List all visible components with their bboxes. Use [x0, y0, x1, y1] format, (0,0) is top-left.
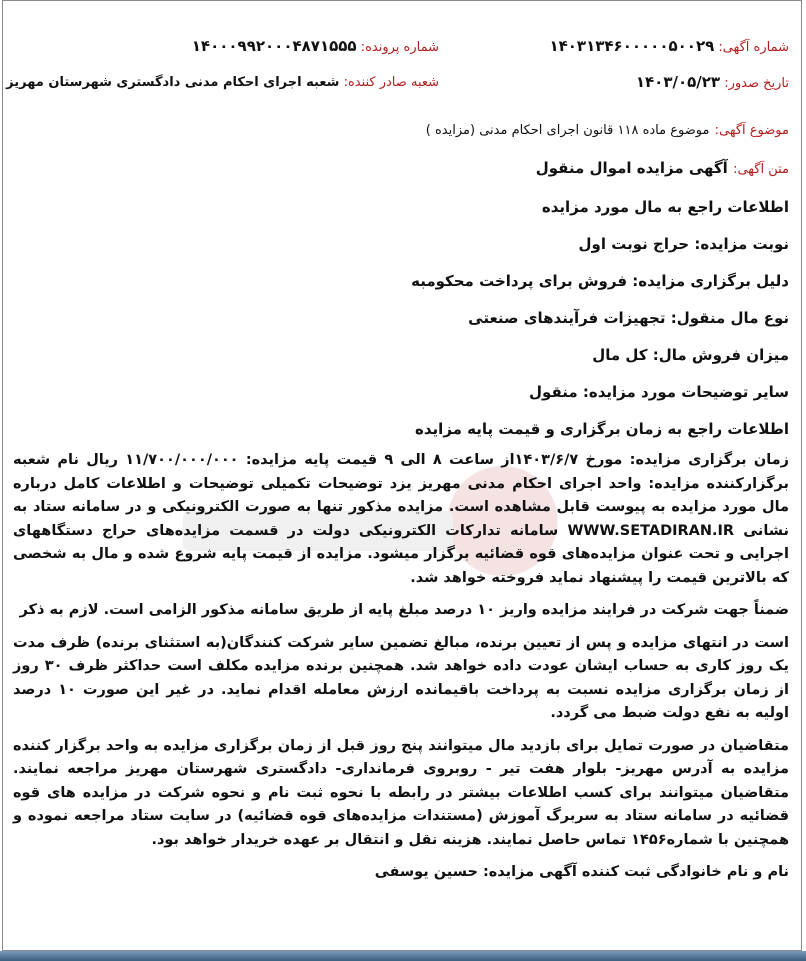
info-line: اطلاعات راجع به زمان برگزاری و قیمت پایه مزایده	[415, 420, 789, 438]
case-number-label: شماره پرونده:	[360, 40, 439, 55]
auction-time-paragraph	[13, 449, 789, 590]
notice-frame	[2, 0, 802, 951]
issuer-label: شعبه صادر کننده:	[343, 75, 439, 90]
refund-paragraph: است در انتهای مزایده و پس از تعیین برنده، مبالغ تضمین سایر شرکت کنندگان(به استثنای برنده) ظرف مدت یک روز کاری به حساب ایشان عودت داده خواهد شد. همچنین برنده مزایده مکلف است حداکثر ظرف ۳۰ روز از زمان برگزاری مزایده نسبت به پرداخت باقیمانده ارزش معامله اقدام نماید. در غیر این صورت ۱۰ درصد اولیه به نفع دولت ضبط می گردد.	[13, 634, 789, 721]
auction-platform-text: سامانه تدارکات الکترونیکی دولت در قسمت مزایده‌های حراج دستگاههای اجرایی و تحت عنوان مزایده‌های قوه قضائیه برگزار میشود. مزایده از قیمت پایه شروع شده و مال به شخصی که بالاترین قیمت را پیشنهاد نماید فروخته خواهد شد.	[13, 522, 789, 586]
issuer-value: شعبه اجرای احکام مدنی دادگستری شهرستان مهریز	[6, 75, 340, 90]
bottom-bar	[0, 951, 806, 961]
issuer-field	[6, 75, 439, 90]
ad-number-field	[549, 37, 789, 55]
text-title: آگهی مزایده اموال منقول	[535, 159, 728, 177]
issue-date-value: ۱۴۰۳/۰۵/۲۳	[635, 73, 721, 91]
issue-date-label: تاریخ صدور:	[724, 76, 789, 91]
registrar-line: نام و نام خانوادگی ثبت کننده آگهی مزایده: حسین یوسفی	[374, 864, 789, 880]
info-line: میزان فروش مال: کل مال	[592, 346, 789, 364]
case-number-value: ۱۴۰۰۰۹۹۲۰۰۰۴۸۷۱۵۵۵	[191, 37, 357, 55]
text-title-row	[13, 158, 789, 180]
info-line: نوبت مزایده: حراج نوبت اول	[578, 235, 789, 253]
visit-paragraph: متقاضیان در صورت تمایل برای بازدید مال میتوانند پنج روز قبل از زمان برگزاری مزایده به واحد برگزار کننده مزایده به آدرس مهریز- بلوار هفت تیر - روبروی فرمانداری- دادگستری شهرستان مهریز مراجعه نمایند. متقاضیان میتوانند برای کسب اطلاعات بیشتر در رابطه با نحوه ثبت نام و نحوه شرکت در مزایده های قوه قضائیه در سامانه ستاد به سربرگ آموزش (مستندات مزایده‌های قوه قضائیه) در سایت ستاد مراجعه نموده و همچنین با شماره۱۴۵۶ تماس حاصل نمایند. هزینه نقل و انتقال بر عهده خریدار خواهد بود.	[13, 737, 789, 848]
subject-row	[13, 119, 789, 141]
ad-number-label: شماره آگهی:	[718, 40, 789, 55]
issue-date-field	[636, 73, 789, 91]
notice-body	[13, 119, 789, 894]
case-number-field	[192, 37, 439, 55]
info-line: نوع مال منقول: تجهیزات فرآیندهای صنعتی	[468, 309, 789, 327]
info-line: اطلاعات راجع به مال مورد مزایده	[541, 198, 789, 216]
text-label: متن آگهی:	[733, 162, 789, 177]
info-line: دلیل برگزاری مزایده: فروش برای پرداخت محکومبه	[411, 272, 789, 290]
info-line: سایر توضیحات مورد مزایده: منقول	[529, 383, 789, 401]
auction-time-text: زمان برگزاری مزایده: مورخ ۱۴۰۳/۶/۷از ساعت ۸ الی ۹ قیمت پایه مزایده: ۱۱/۷۰۰/۰۰۰/۰۰۰ ریال نام شعبه برگزارکننده مزایده: واحد اجرای احکام مدنی مهریز یزد توضیحات تکمیلی توضیحات و اطلاعات کامل درباره مال مورد مزایده به پیوست قابل مشاهده است. مزایده مذکور تنها به صورت الکترونیکی و در سامانه ستاد به نشانی	[13, 452, 790, 539]
ad-number-value: ۱۴۰۳۱۳۴۶۰۰۰۰۰۵۰۰۲۹	[549, 37, 715, 55]
subject-label: موضوع آگهی:	[714, 123, 789, 138]
deposit-paragraph: ضمناً جهت شرکت در فرایند مزایده واریز ۱۰ درصد مبلغ پایه از طریق سامانه مذکور الزامی است. لازم به ذکر	[19, 602, 789, 618]
setadiran-link[interactable]: WWW.SETADIRAN.IR	[567, 522, 735, 539]
subject-value: موضوع ماده ۱۱۸ قانون اجرای احکام مدنی (مزایده )	[425, 123, 710, 138]
